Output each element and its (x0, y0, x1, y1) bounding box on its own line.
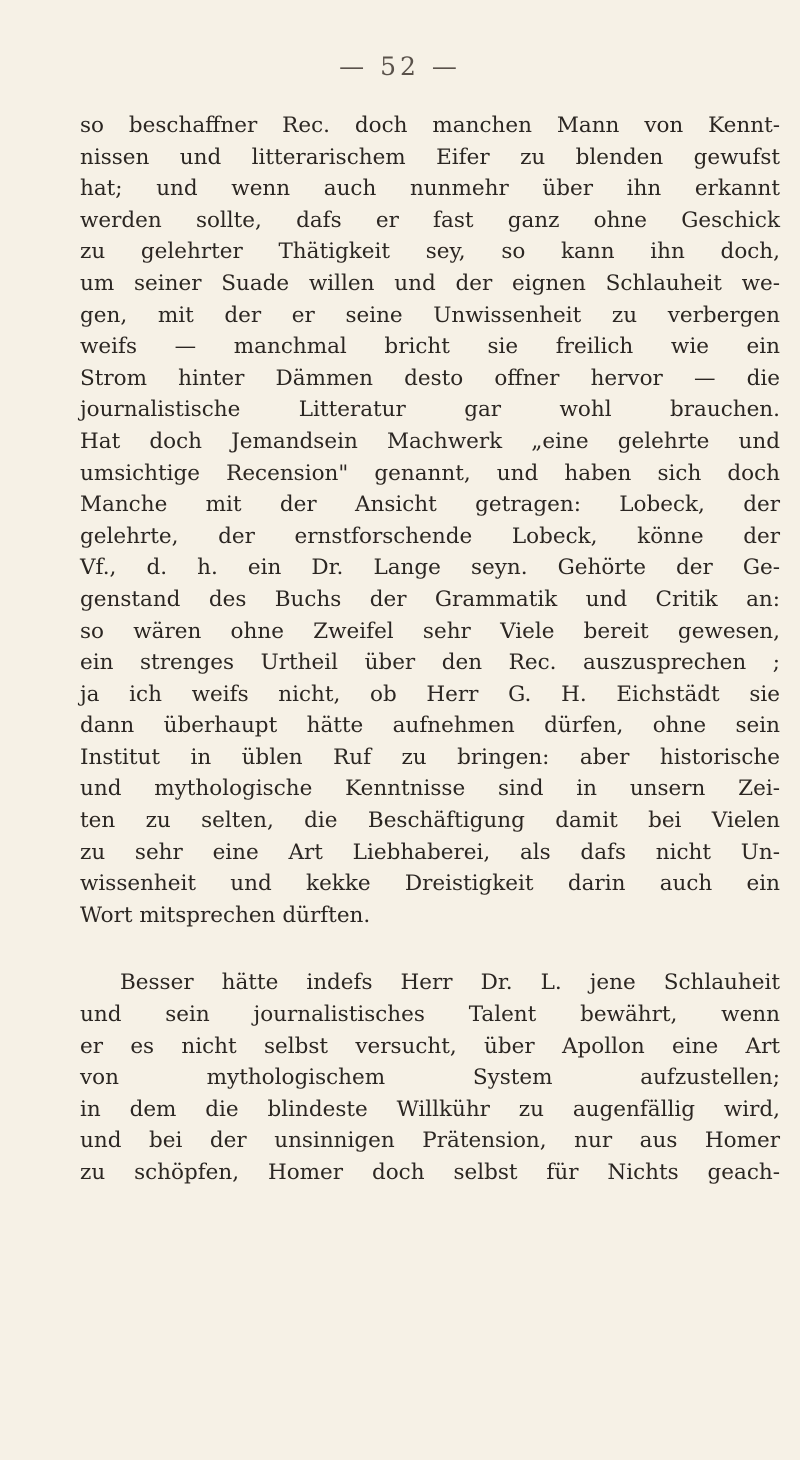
text-line: dann überhaupt hätte aufnehmen dürfen, ohne sein (80, 713, 780, 739)
text-line: zu gelehrter Thätigkeit sey, so kann ihn doch, (80, 239, 780, 265)
text-line: Strom hinter Dämmen desto offner hervor — die (80, 365, 780, 391)
text-line: Institut in üblen Ruf zu bringen: aber historische (80, 744, 780, 770)
text-line: Vf., d. h. ein Dr. Lange seyn. Gehörte der Ge- (80, 555, 780, 581)
text-line: von mythologischem System aufzustellen; (80, 1065, 780, 1091)
text-line: hat; und wenn auch nunmehr über ihn erkannt (80, 176, 780, 202)
text-line: Manche mit der Ansicht getragen: Lobeck, der (80, 492, 780, 518)
text-line: ten zu selten, die Beschäftigung damit bei Vielen (80, 808, 780, 834)
text-line: und bei der unsinnigen Prätension, nur aus Homer (80, 1128, 780, 1154)
text-line: so wären ohne Zweifel sehr Viele bereit gewesen, (80, 618, 780, 644)
paragraph-gap (80, 931, 780, 967)
text-line: Wort mitsprechen dürften. (80, 902, 371, 928)
text-line: zu sehr eine Art Liebhaberei, als dafs nicht Un- (80, 839, 780, 865)
text-line: gelehrte, der ernstforschende Lobeck, könne der (80, 523, 780, 549)
text-line: Besser hätte indefs Herr Dr. L. jene Schlauheit (120, 970, 780, 996)
paragraph-2 (80, 967, 780, 1188)
body-text (80, 110, 780, 1189)
text-line: journalistische Litteratur gar wohl brauchen. (80, 397, 780, 423)
text-line: um seiner Suade willen und der eignen Schlauheit we- (80, 270, 780, 296)
text-line: ein strenges Urtheil über den Rec. auszusprechen ; (80, 650, 780, 676)
text-line: gen, mit der er seine Unwissenheit zu verbergen (80, 302, 780, 328)
text-line: weifs — manchmal bricht sie freilich wie ein (80, 334, 780, 360)
text-line: umsichtige Recension" genannt, und haben sich doch (80, 460, 780, 486)
page-number: — 52 — (339, 52, 461, 81)
text-line: und sein journalistisches Talent bewährt, wenn (80, 1002, 780, 1028)
text-line: Hat doch Jemandsein Machwerk „eine gelehrte und (80, 428, 780, 454)
text-line: genstand des Buchs der Grammatik und Critik an: (80, 586, 780, 612)
paragraph-1 (80, 110, 780, 931)
text-line: werden sollte, dafs er fast ganz ohne Geschick (80, 207, 780, 233)
text-line: nissen und litterarischem Eifer zu blenden gewufst (80, 144, 780, 170)
text-line: wissenheit und kekke Dreistigkeit darin auch ein (80, 871, 780, 897)
text-line: er es nicht selbst versucht, über Apollon eine Art (80, 1033, 780, 1059)
text-line: ja ich weifs nicht, ob Herr G. H. Eichstädt sie (80, 681, 780, 707)
text-line: in dem die blindeste Willkühr zu augenfällig wird, (80, 1096, 780, 1122)
text-line: so beschaffner Rec. doch manchen Mann von Kennt- (80, 113, 780, 138)
text-line: zu schöpfen, Homer doch selbst für Nichts geach- (80, 1160, 780, 1185)
text-line: und mythologische Kenntnisse sind in unsern Zei- (80, 776, 780, 802)
